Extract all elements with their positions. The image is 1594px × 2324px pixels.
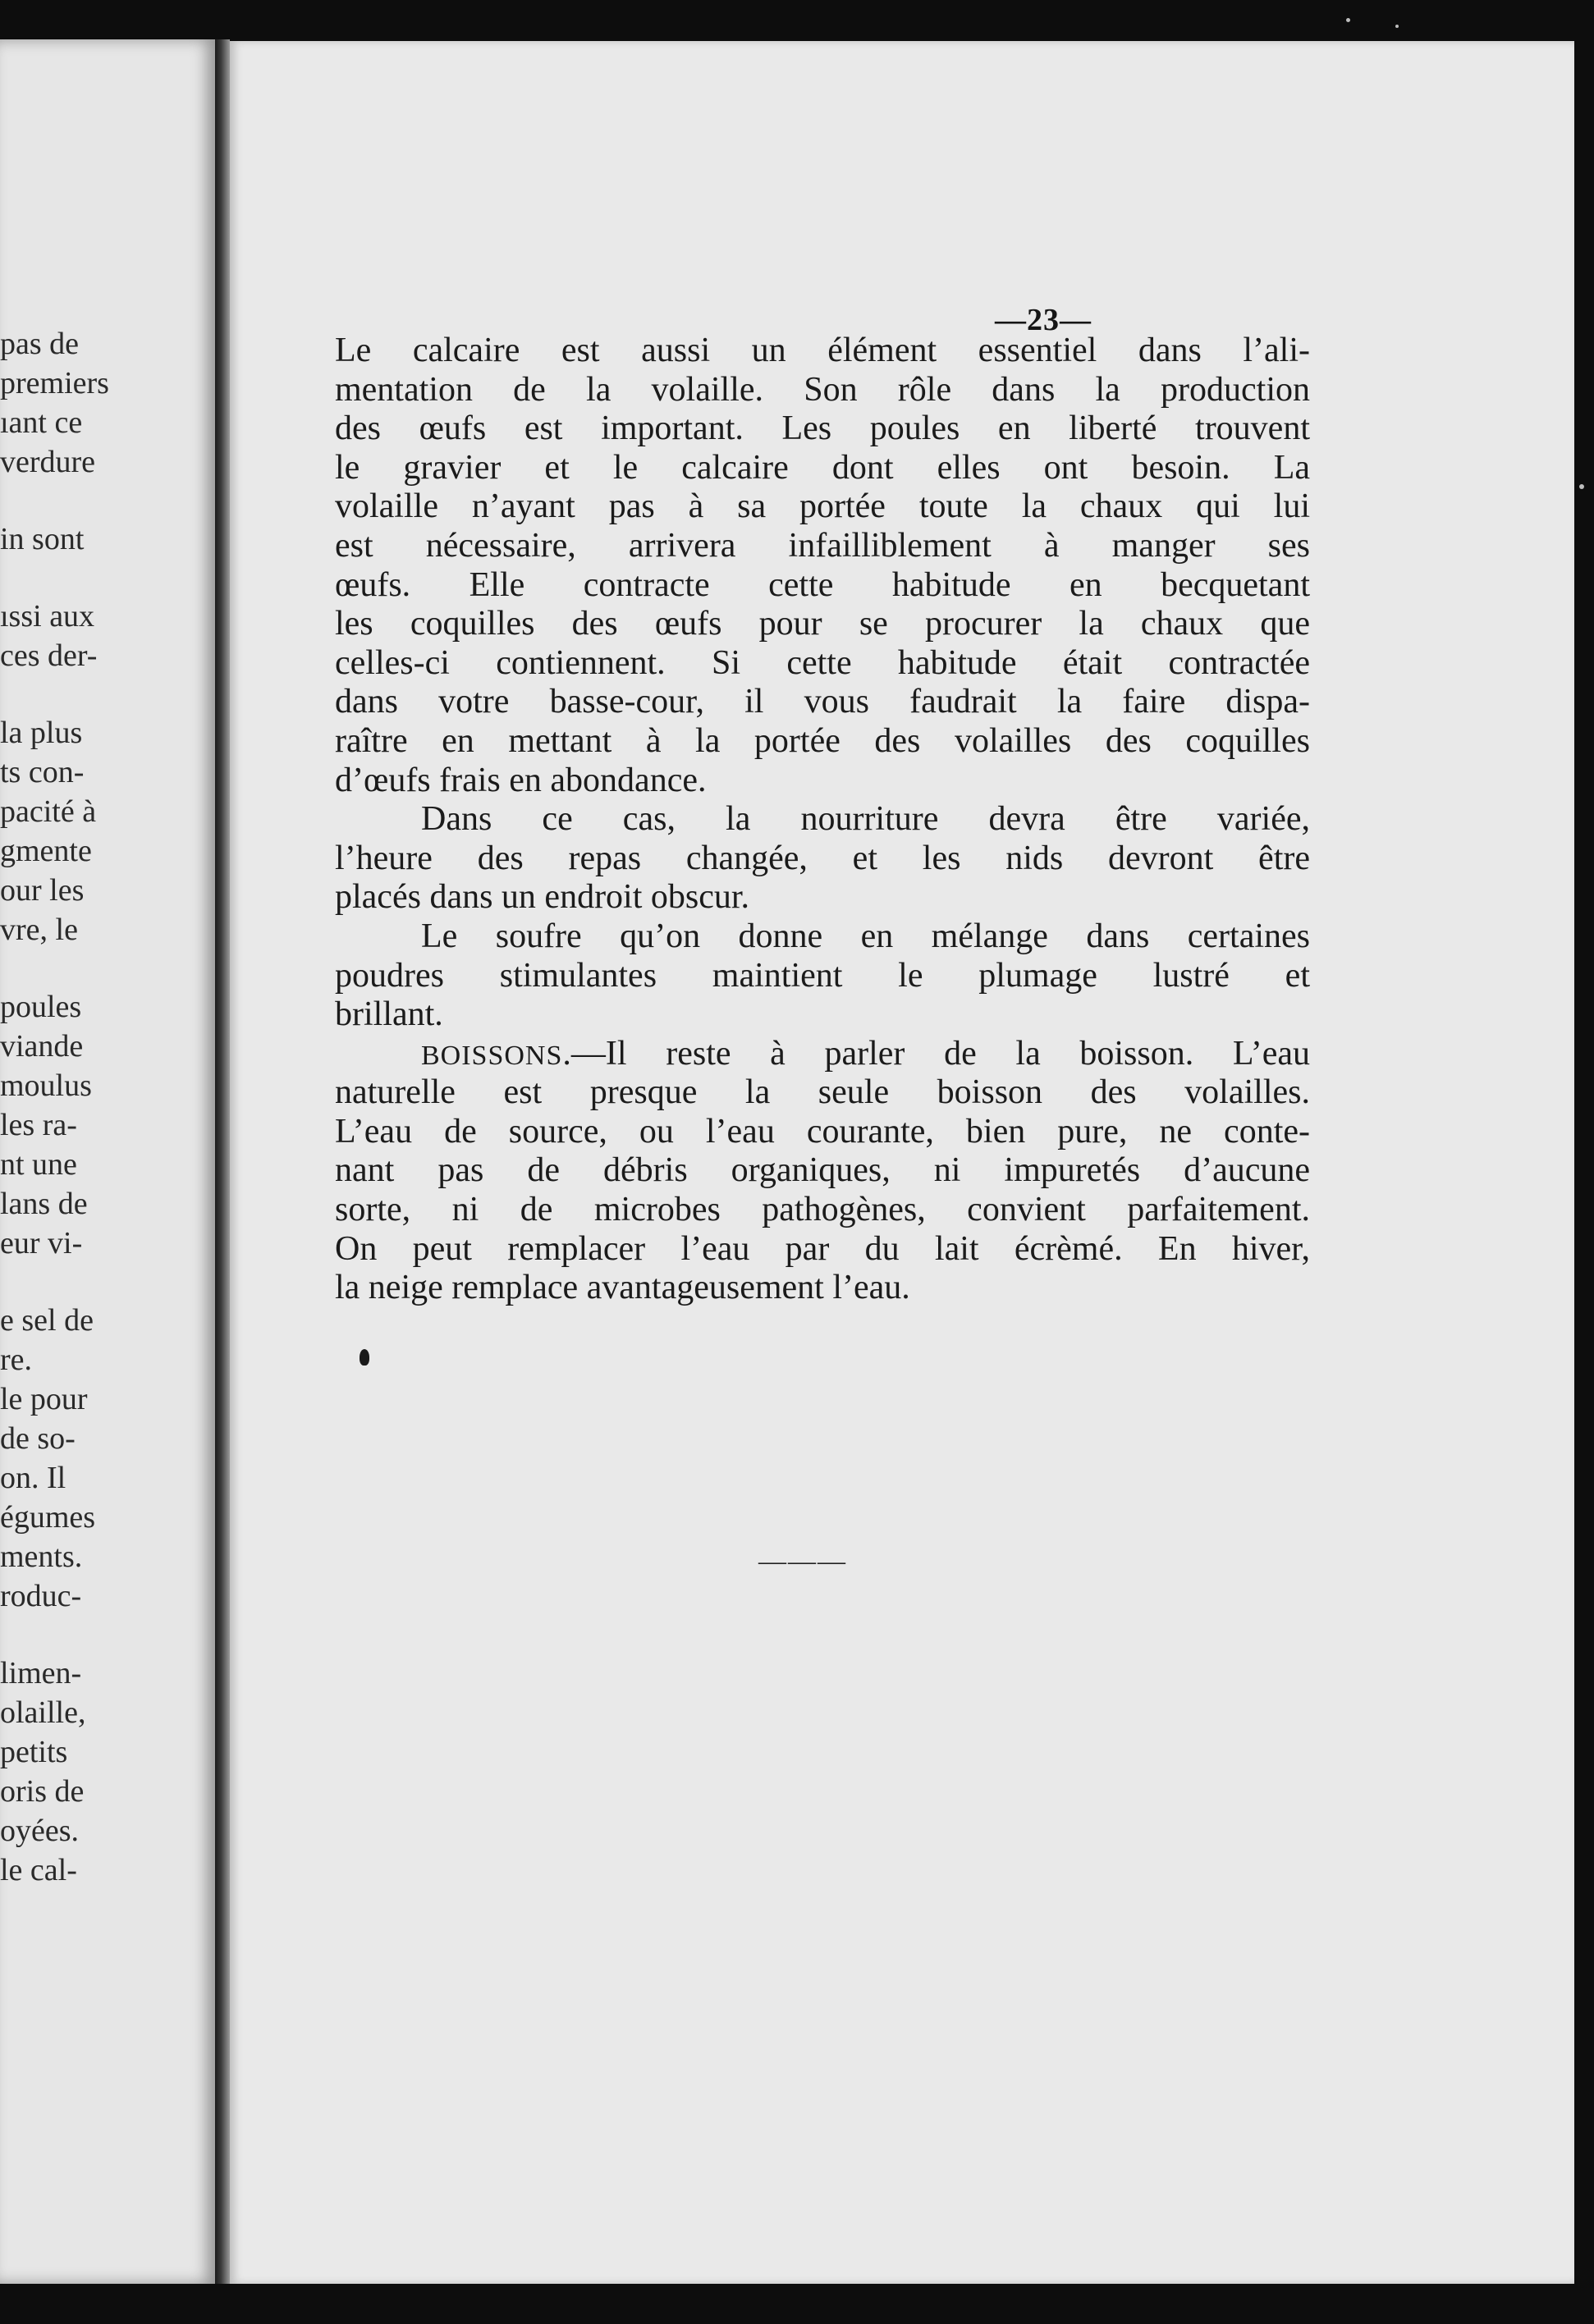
text-line: nant pas de débris organiques, ni impuretés d’aucune (335, 1151, 1310, 1190)
left-page-line: verdure (0, 445, 96, 479)
left-page-line: pacité à (0, 794, 97, 829)
left-page-line: ıssi aux (0, 599, 95, 634)
text-line: volaille n’ayant pas à sa portée toute la chaux qui lui (335, 487, 1310, 526)
text-line: poudres stimulantes maintient le plumage lustré et (335, 956, 1310, 995)
left-page-line: ces der- (0, 638, 98, 673)
left-page-line: ıant ce (0, 405, 83, 440)
left-page-line: moulus (0, 1068, 92, 1103)
text-line: celles-ci contiennent. Si cette habitude était contractée (335, 643, 1310, 682)
left-page-line: on. Il (0, 1461, 66, 1495)
page-gutter (215, 39, 230, 2284)
left-page-line: vre, le (0, 913, 78, 947)
text-line: les coquilles des œufs pour se procurer la chaux que (335, 605, 1310, 643)
left-page-line: petits (0, 1735, 68, 1769)
left-page-line: ts con- (0, 755, 85, 789)
left-page-fragment (0, 39, 215, 2284)
text-line: mentation de la volaille. Son rôle dans la production (335, 370, 1310, 409)
left-page-line: pas de (0, 327, 80, 361)
left-page-line: de so- (0, 1421, 76, 1456)
text-line: œufs. Elle contracte cette habitude en becquetant (335, 565, 1310, 604)
text-line: naturelle est presque la seule boisson des volailles. (335, 1073, 1310, 1112)
left-page-line: le cal- (0, 1853, 77, 1887)
text-line: brillant. (335, 995, 443, 1034)
text-line: placés dans un endroit obscur. (335, 878, 750, 917)
scan-speck (1346, 18, 1350, 22)
text-line: sorte, ni de microbes pathogènes, convient parfaitement. (335, 1191, 1310, 1229)
text-line: est nécessaire, arrivera infailliblement à manger ses (335, 526, 1310, 565)
scan-speck (1579, 484, 1584, 489)
left-page-line: égumes (0, 1500, 96, 1535)
text-line: Le calcaire est aussi un élément essentiel dans l’ali- (335, 332, 1310, 369)
text-line: dans votre basse-cour, il vous faudrait la faire dispa- (335, 683, 1310, 721)
left-page-line: gmente (0, 834, 92, 868)
left-page-line: in sont (0, 522, 85, 556)
left-page-line: oyées. (0, 1814, 80, 1848)
left-page-line: viande (0, 1029, 84, 1064)
text-line: L’eau de source, ou l’eau courante, bien pure, ne conte- (335, 1112, 1310, 1151)
left-page-line: our les (0, 873, 85, 908)
left-page-line: re. (0, 1343, 33, 1377)
left-page-line: oris de (0, 1774, 85, 1809)
text-line: la neige remplace avantageusement l’eau. (335, 1269, 910, 1307)
text-line: des œufs est important. Les poules en liberté trouvent (335, 409, 1310, 448)
left-page-line: premiers (0, 366, 109, 400)
left-page-line: lans de (0, 1187, 88, 1221)
left-page-line: la plus (0, 716, 83, 750)
text-line: le gravier et le calcaire dont elles ont besoin. La (335, 448, 1310, 487)
text-line: On peut remplacer l’eau par du lait écrèmé. En hiver, (335, 1229, 1310, 1268)
end-rule: ——— (758, 1546, 847, 1576)
text-line: raître en mettant à la portée des volailles des coquilles (335, 721, 1310, 760)
left-page-line: e sel de (0, 1303, 94, 1338)
left-page-line: ments. (0, 1539, 83, 1574)
text-line: Le soufre qu’on donne en mélange dans certaines (421, 917, 1310, 955)
left-page-line: les ra- (0, 1108, 77, 1142)
text-line: Dans ce cas, la nourriture devra être variée, (421, 800, 1310, 839)
left-page-line: eur vi- (0, 1226, 83, 1260)
text-line: BOISSONS.—Il reste à parler de la boisson. L’eau (421, 1034, 1310, 1073)
left-page-line: olaille, (0, 1695, 86, 1730)
left-page-line: nt une (0, 1147, 77, 1182)
ink-mark (360, 1349, 369, 1366)
left-page-lines (0, 39, 215, 2284)
left-page-line: poules (0, 990, 82, 1024)
left-page-line: limen- (0, 1656, 82, 1690)
text-line: l’heure des repas changée, et les nids devront être (335, 839, 1310, 877)
scan-speck (1395, 25, 1399, 28)
left-page-line: le pour (0, 1382, 88, 1416)
left-page-line: roduc- (0, 1579, 82, 1613)
text-line: d’œufs frais en abondance. (335, 761, 707, 799)
body-text (335, 332, 1310, 1308)
page-number: —23— (995, 303, 1092, 337)
